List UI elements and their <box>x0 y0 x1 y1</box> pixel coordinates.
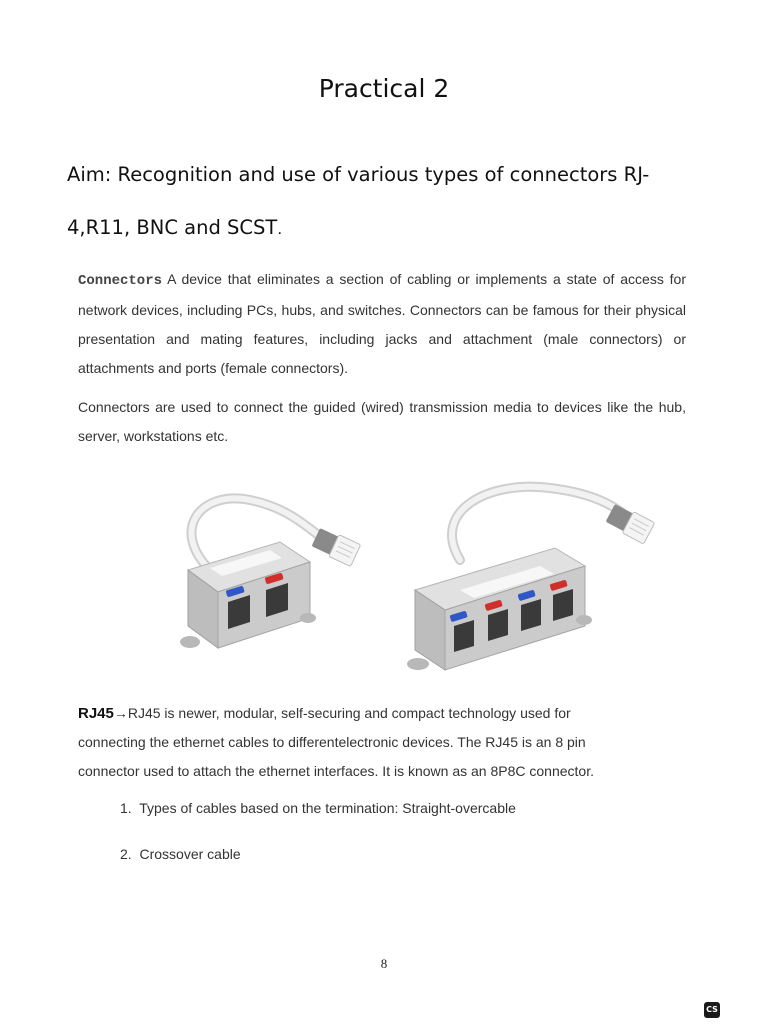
rj45-line-3: connector used to attach the ethernet interfaces. It is known as an 8P8C connector. <box>78 763 594 779</box>
list-item <box>120 797 516 843</box>
page-title: Practical 2 <box>318 74 450 103</box>
usage-paragraph: Connectors are used to connect the guided (wired) transmission media to devices like the hub, server, workstations etc. <box>78 399 686 444</box>
connectors-definition: A device that eliminates a section of cabling or implements a state of access for network devices, including PCs, hubs, and switches. Connectors can be famous for their physical presentation and mating features, including jacks and attachment (male connectors) or attachments and ports (female connectors). <box>78 271 686 376</box>
connector-figure <box>170 470 670 680</box>
list-item-text: Crossover cable <box>139 846 241 862</box>
aim-line-2-period: . <box>277 219 283 238</box>
list-marker: 2. <box>120 846 132 862</box>
list-marker: 1. <box>120 800 132 816</box>
aim-line-2 <box>67 201 707 255</box>
connectors-paragraph <box>78 265 686 383</box>
list-item <box>120 843 516 889</box>
aim-line-1: Aim: Recognition and use of various types of connectors RJ- <box>67 163 650 186</box>
list-item-text: Types of cables based on the termination: Straight-overcable <box>139 800 516 816</box>
connectors-term: Connectors <box>78 273 163 289</box>
aim-heading <box>67 148 707 255</box>
rj45-arrow: → <box>113 705 128 721</box>
rj45-term: RJ45 <box>78 705 114 722</box>
page-number: 8 <box>380 956 388 971</box>
two-port-splitter <box>180 498 361 648</box>
four-port-splitter <box>407 487 655 670</box>
camscanner-badge: CS <box>704 1002 720 1018</box>
rj45-paragraph <box>78 699 686 786</box>
rj45-line-2: connecting the ethernet cables to differentelectronic devices. The RJ45 is an 8 pin <box>78 734 586 750</box>
cable-types-list <box>120 797 516 889</box>
rj45-splitter-illustration <box>170 470 670 680</box>
rj45-line-1: RJ45 is newer, modular, self-securing and compact technology used for <box>127 705 571 721</box>
aim-line-2-text: 4,R11, BNC and SCST <box>67 216 278 239</box>
